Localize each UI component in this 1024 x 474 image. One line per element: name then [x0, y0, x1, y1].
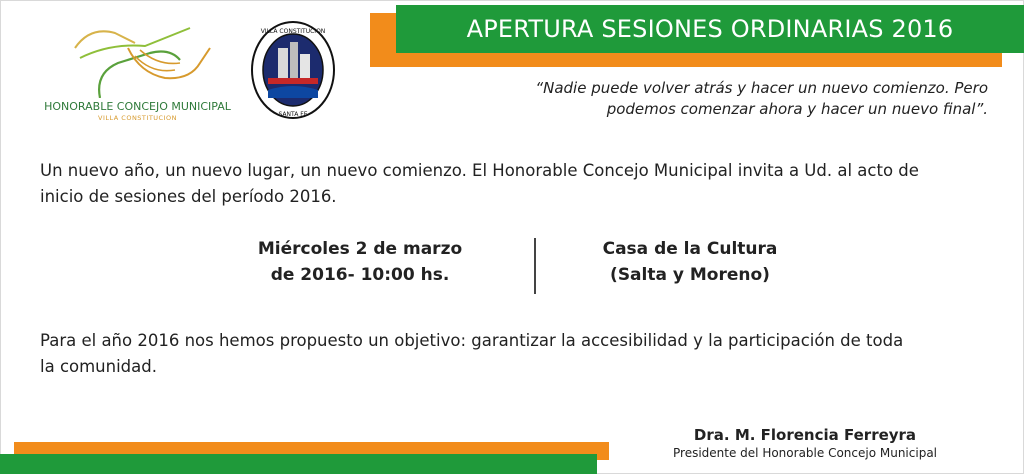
seal-bottom-text: SANTA FE [278, 111, 308, 118]
event-date-line-1: Miércoles 2 de marzo [257, 239, 463, 259]
intro-line-1: Un nuevo año, un nuevo lugar, un nuevo comienzo. El Honorable Concejo Municipal invita a Ud. al acto de [40, 161, 919, 180]
event-date [220, 236, 500, 288]
event-date-line-2: de 2016- 10:00 hs. [270, 265, 450, 285]
concejo-logo-subtitle: VILLA CONSTITUCION [98, 114, 177, 122]
event-place [550, 236, 830, 288]
event-place-line-1: Casa de la Cultura [602, 239, 778, 259]
footer-stripe-green [0, 454, 597, 474]
seal-top-text: VILLA CONSTITUCION [260, 28, 326, 35]
city-seal-icon [250, 20, 336, 120]
intro-line-2: inicio de sesiones del período 2016. [40, 187, 337, 206]
objective-line-1: Para el año 2016 nos hemos propuesto un objetivo: garantizar la accesibilidad y la participación de toda [40, 331, 904, 350]
page-title: APERTURA SESIONES ORDINARIAS 2016 [466, 15, 954, 43]
handshake-icon [40, 18, 235, 98]
concejo-logo-name: HONORABLE CONCEJO MUNICIPAL [44, 100, 231, 113]
objective-line-2: la comunidad. [40, 357, 157, 376]
event-divider [534, 238, 536, 294]
quote-line-2: podemos comenzar ahora y hacer un nuevo final”. [606, 100, 988, 118]
quote-line-1: “Nadie puede volver atrás y hacer un nuevo comienzo. Pero [535, 79, 988, 97]
concejo-logo [40, 18, 235, 128]
signatory-name: Dra. M. Florencia Ferreyra [693, 426, 917, 444]
signatory-role: Presidente del Honorable Concejo Municipal [673, 446, 937, 460]
city-seal [250, 20, 336, 120]
event-place-line-2: (Salta y Moreno) [610, 265, 770, 285]
intro-paragraph [40, 158, 990, 210]
quote [488, 78, 988, 120]
signature-block [640, 426, 970, 462]
objective-paragraph [40, 328, 990, 380]
